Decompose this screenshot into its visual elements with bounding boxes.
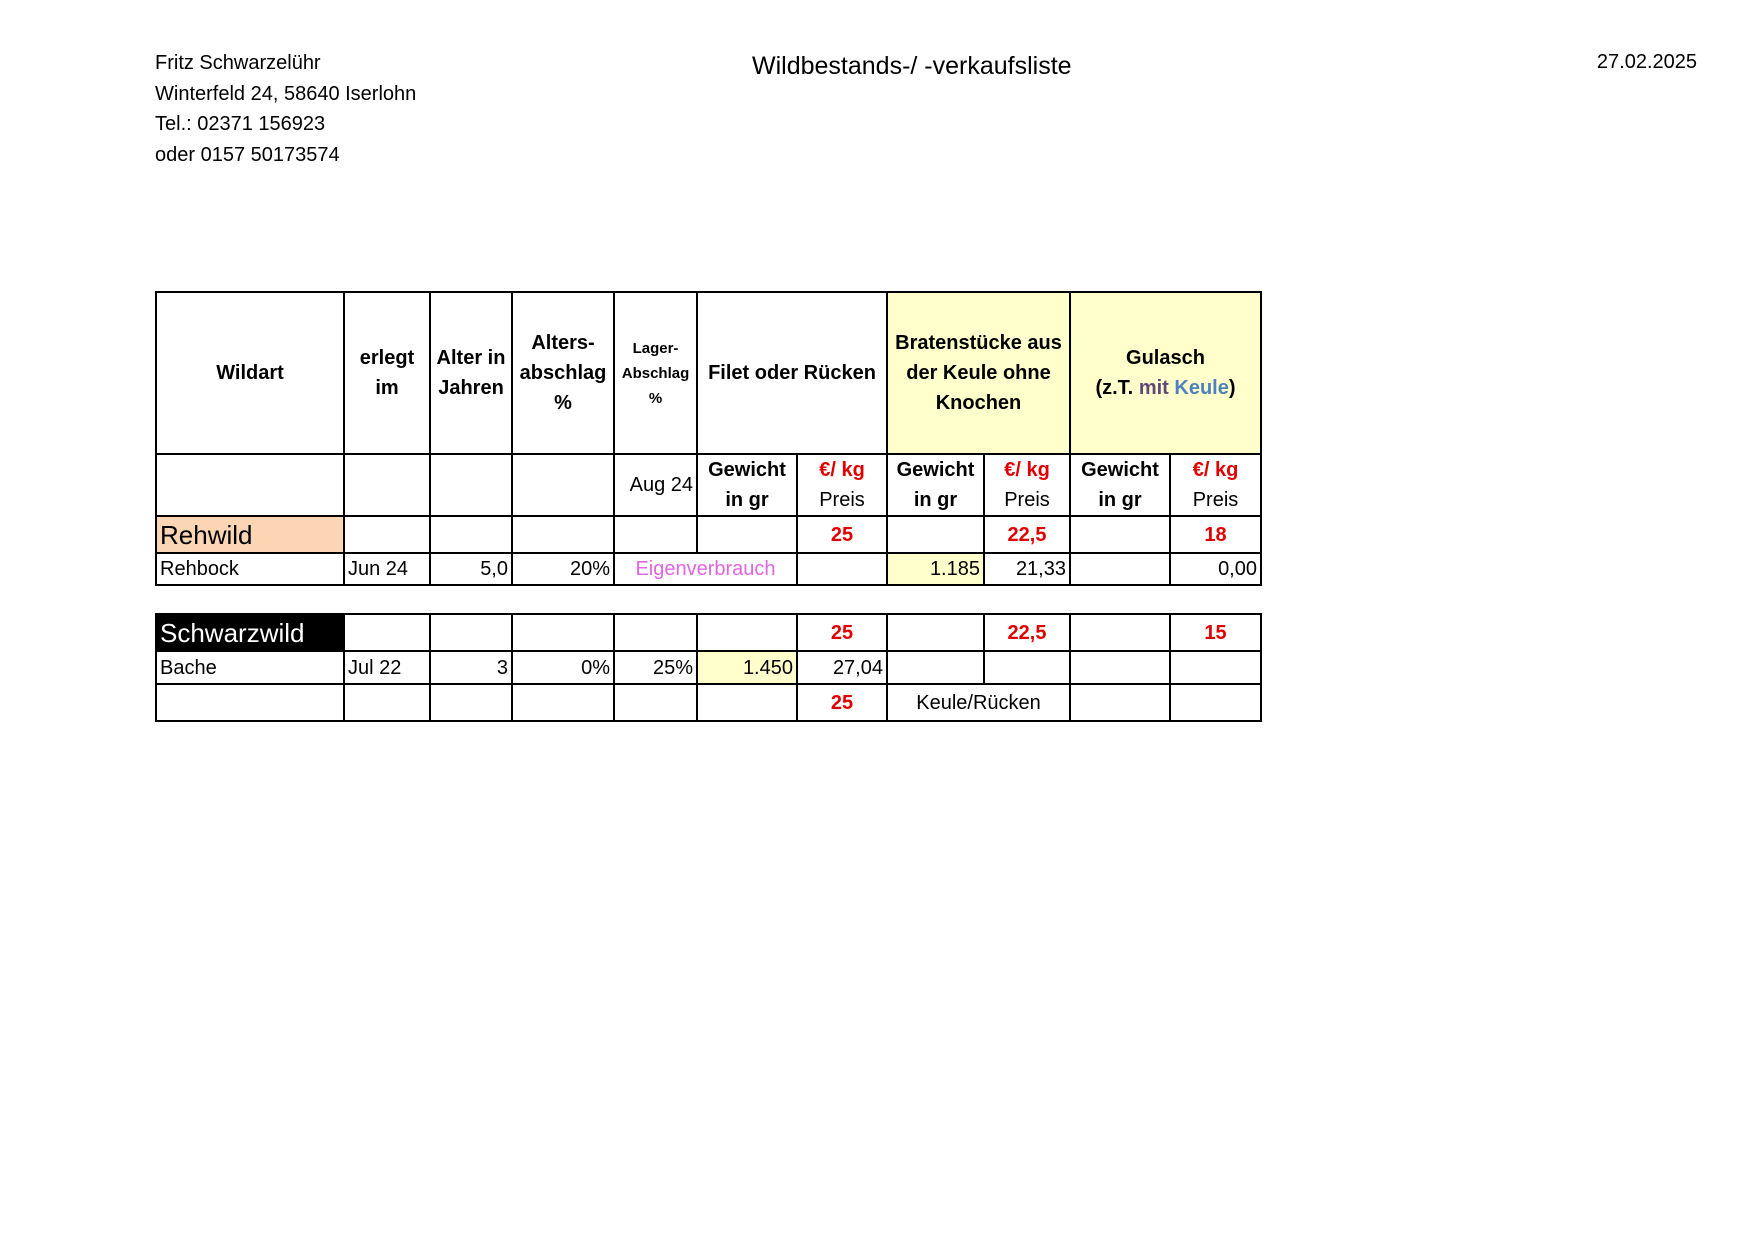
bache-filet-gewicht: 1.450 — [697, 651, 797, 684]
address-street: Winterfeld 24, 58640 Iserlohn — [155, 82, 417, 105]
address-phone: Tel.: 02371 156923 — [155, 113, 326, 135]
address-name: Fritz Schwarzelühr — [155, 52, 321, 74]
rehwild-price-gulasch: 18 — [1170, 516, 1261, 553]
header-row — [156, 292, 1261, 454]
table-row — [156, 553, 1261, 585]
address-mobile: oder 0157 50173574 — [155, 143, 340, 166]
bache-lagerabschlag: 25% — [614, 651, 697, 684]
lager-month: Aug 24 — [614, 454, 697, 516]
bache-altersabschlag: 0% — [512, 651, 614, 684]
col-braten: Bratenstücke aus der Keule ohne Knochen — [887, 292, 1070, 454]
subheader-row — [156, 454, 1261, 516]
rehbock-alter: 5,0 — [430, 553, 512, 585]
extra-label: Keule/Rücken — [887, 684, 1070, 721]
extra-price: 25 — [797, 684, 887, 721]
col-gulasch: Gulasch (z.T. mit Keule) — [1070, 292, 1261, 454]
schwarzwild-price-gulasch: 15 — [1170, 614, 1261, 651]
spacer-row — [156, 585, 1261, 614]
col-wildart: Wildart — [156, 292, 344, 454]
filet-gewicht-header: Gewicht in gr — [697, 454, 797, 516]
schwarzwild-price-filet: 25 — [797, 614, 887, 651]
bache-alter: 3 — [430, 651, 512, 684]
rehbock-erlegt: Jun 24 — [344, 553, 430, 585]
col-alter: Alter in Jahren — [430, 292, 512, 454]
bache-filet-preis: 27,04 — [797, 651, 887, 684]
rehbock-gulasch-preis: 0,00 — [1170, 553, 1261, 585]
braten-gewicht-header: Gewicht in gr — [887, 454, 984, 516]
address-block — [155, 48, 416, 170]
filet-preis-header: €/ kg Preis — [797, 454, 887, 516]
rehwild-label: Rehwild — [156, 516, 344, 553]
rehbock-braten-preis: 21,33 — [984, 553, 1070, 585]
schwarzwild-price-braten: 22,5 — [984, 614, 1070, 651]
rehbock-note: Eigenverbrauch — [614, 553, 797, 585]
col-erlegt: erlegt im — [344, 292, 430, 454]
schwarzwild-section-row — [156, 614, 1261, 651]
rehwild-price-filet: 25 — [797, 516, 887, 553]
rehwild-price-braten: 22,5 — [984, 516, 1070, 553]
rehwild-section-row — [156, 516, 1261, 553]
rehbock-wildart: Rehbock — [156, 553, 344, 585]
document-date: 27.02.2025 — [1596, 51, 1697, 73]
game-inventory-table — [155, 291, 1262, 722]
page-title: Wildbestands-/ -verkaufsliste — [752, 52, 1072, 80]
braten-preis-header: €/ kg Preis — [984, 454, 1070, 516]
bache-erlegt: Jul 22 — [344, 651, 430, 684]
col-altersabschlag: Alters- abschlag % — [512, 292, 614, 454]
col-filet: Filet oder Rücken — [697, 292, 887, 454]
rehbock-braten-gewicht: 1.185 — [887, 553, 984, 585]
gulasch-preis-header: €/ kg Preis — [1170, 454, 1261, 516]
bache-wildart: Bache — [156, 651, 344, 684]
gulasch-gewicht-header: Gewicht in gr — [1070, 454, 1170, 516]
schwarzwild-label: Schwarzwild — [156, 614, 344, 651]
table-row — [156, 651, 1261, 684]
table-row — [156, 684, 1261, 721]
col-lagerabschlag: Lager- Abschlag % — [614, 292, 697, 454]
rehbock-altersabschlag: 20% — [512, 553, 614, 585]
